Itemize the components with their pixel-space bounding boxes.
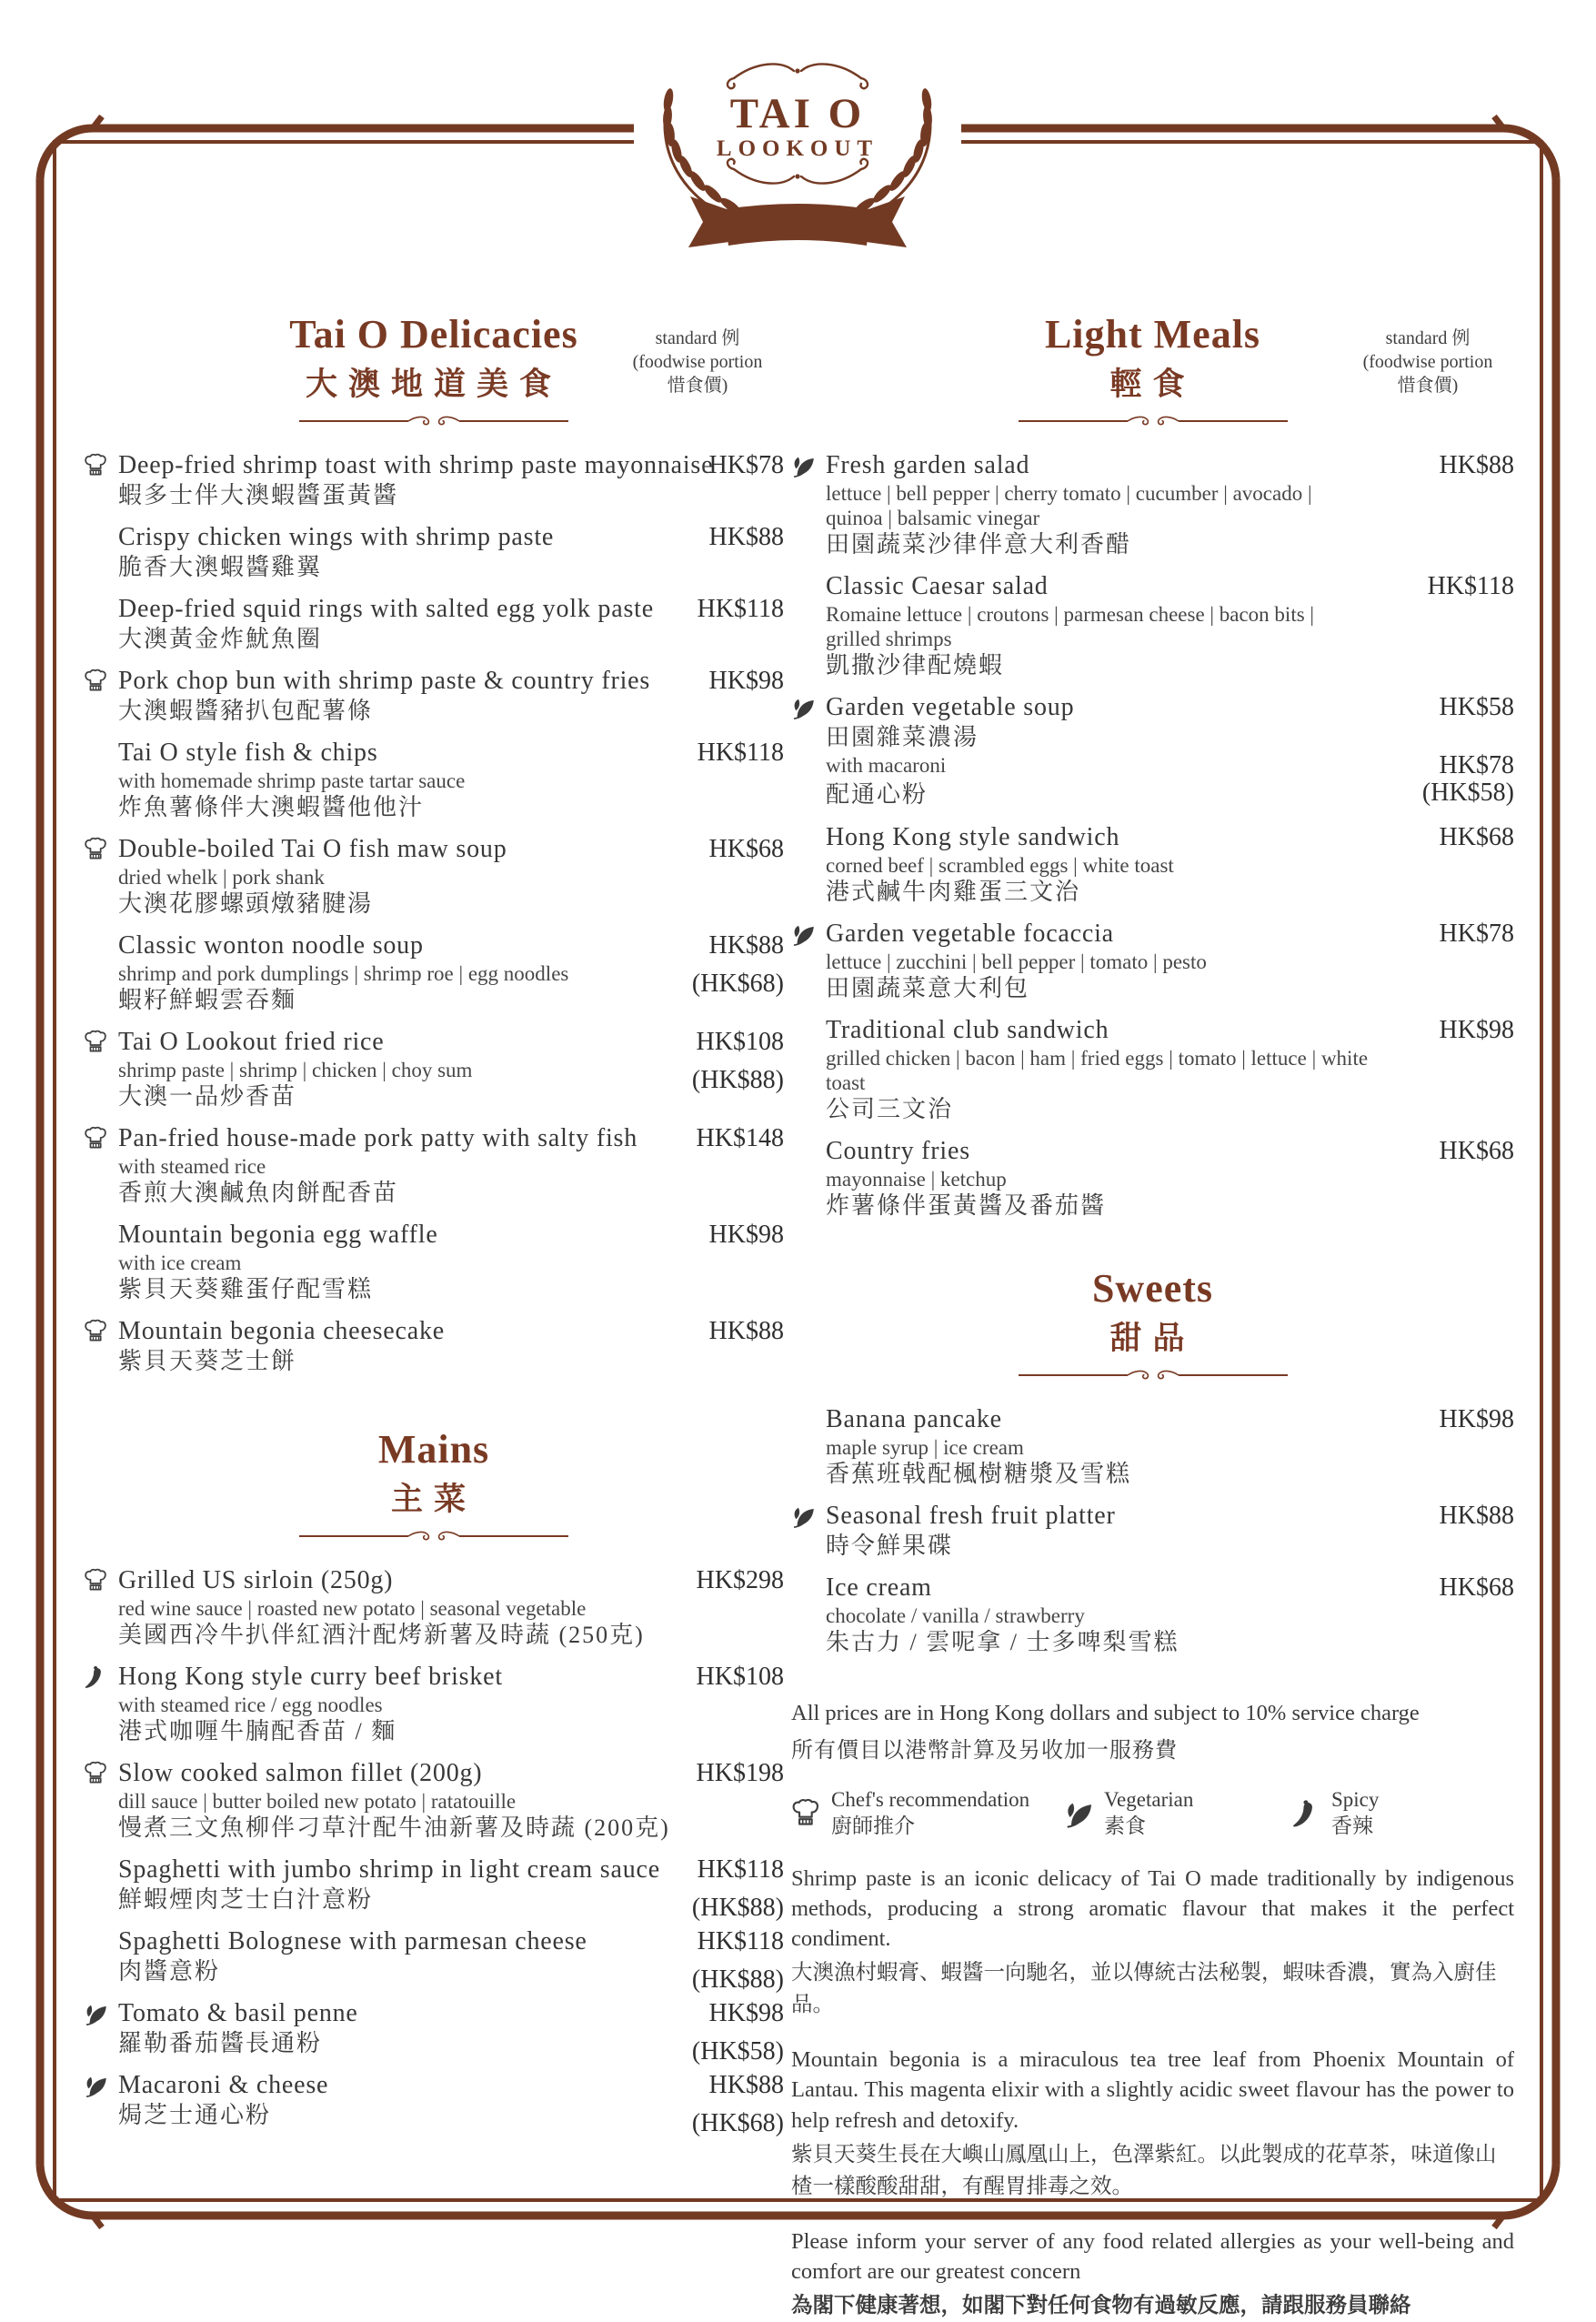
item-variant-row: [826, 752, 1514, 779]
item-name: Mountain begonia cheesecake: [118, 1317, 446, 1346]
footer-notes: [791, 1699, 1514, 2322]
item-price: HK$98: [708, 1221, 784, 1250]
item-name: Pork chop bun with shrimp paste & country fries: [118, 667, 651, 696]
item-price: HK$68: [1439, 1573, 1514, 1603]
legend-spicy-zh: 香辣: [1331, 1814, 1373, 1837]
item-zh: 田園蔬菜沙律伴意大利香醋: [826, 531, 1132, 558]
item-zh: 美國西冷牛扒伴紅酒汁配烤新薯及時蔬 (250克): [118, 1622, 645, 1649]
item-zh: 港式鹹牛肉雞蛋三文治: [826, 879, 1081, 906]
item-zh: 大澳一品炒香苗: [118, 1083, 297, 1111]
item-desc: grilled chicken | bacon | ham | fried eggs | tomato | lettuce | white toast: [826, 1047, 1369, 1095]
vegetarian-icon: [791, 1503, 817, 1529]
vegetarian-icon: [1064, 1798, 1095, 1829]
menu-item: [791, 1501, 1514, 1561]
section-title-en: Mains: [377, 1427, 490, 1473]
item-desc: mayonnaise | ketchup: [826, 1168, 1007, 1191]
item-zh: 大澳黃金炸魷魚圈: [118, 626, 323, 653]
item-zh: 田園蔬菜意大利包: [826, 975, 1030, 1002]
menu-item: [84, 666, 784, 726]
menu-item: [791, 571, 1514, 680]
section-title-zh: 輕食: [1109, 367, 1196, 403]
vegetarian-icon: [791, 695, 817, 720]
item-name: Grilled US sirloin (250g): [118, 1566, 394, 1595]
menu-item: [791, 450, 1514, 559]
service-charge-note-en: All prices are in Hong Kong dollars and subject to 10% service charge: [791, 1701, 1420, 1726]
item-price: HK$68: [1439, 1137, 1514, 1166]
menu-item: [84, 1926, 784, 1995]
item-price: [692, 1998, 784, 2067]
item-price: HK$198: [696, 1759, 784, 1788]
item-zh: 炸薯條伴蛋黃醬及番茄醬: [826, 1192, 1107, 1220]
chef-hat-icon: [84, 1319, 109, 1344]
left-column: [84, 314, 784, 2142]
menu-item: [791, 1573, 1514, 1657]
tai-o-lookout-logo-graphic: [643, 47, 952, 262]
item-zh: 港式咖喱牛腩配香苗 / 麵: [118, 1718, 397, 1745]
item-desc: shrimp paste | shrimp | chicken | choy sum: [118, 1059, 473, 1082]
vegetarian-icon: [791, 453, 817, 478]
item-price: [692, 1926, 784, 1995]
item-zh: 凱撒沙律配燒蝦: [826, 652, 1005, 679]
allergy-note-zh: 為閣下健康著想，如閣下對任何食物有過敏反應，請跟服務員聯絡: [791, 2294, 1411, 2318]
item-name: Deep-fried shrimp toast with shrimp paste mayonnaise: [118, 451, 714, 480]
item-name: Classic wonton noodle soup: [118, 931, 424, 960]
legend-vegetarian: [1064, 1787, 1291, 1840]
item-zh: 蝦籽鮮蝦雲吞麵: [118, 987, 297, 1014]
section-title-en: Light Meals: [1044, 312, 1261, 357]
item-name: Spaghetti with jumbo shrimp in light cream sauce: [118, 1855, 660, 1885]
item-price: [692, 1855, 784, 1924]
legend-spicy: [1291, 1787, 1379, 1840]
item-price: HK$68: [708, 835, 784, 864]
menu-item: [84, 1316, 784, 1376]
item-desc: maple syrup | ice cream: [826, 1436, 1024, 1460]
item-name: Ice cream: [826, 1573, 932, 1603]
section-mains-header: [84, 1429, 784, 1543]
item-price: HK$88: [1439, 451, 1514, 480]
item-name: Country fries: [826, 1137, 970, 1166]
item-price-standard: HK$98: [708, 1999, 784, 2028]
item-name: Macaroni & cheese: [118, 2071, 329, 2100]
legend-veg-zh: 素食: [1104, 1814, 1146, 1837]
shrimp-paste-note-zh: 大澳漁村蝦膏、蝦醬一向馳名，並以傳統古法秘製，蝦味香濃，實為入廚佳品。: [791, 1960, 1497, 2017]
item-name: Seasonal fresh fruit platter: [826, 1502, 1116, 1531]
item-zh: 大澳花膠螺頭燉豬腱湯: [118, 890, 374, 918]
menu-item: [791, 1136, 1514, 1221]
item-name: Tomato & basil penne: [118, 1999, 358, 2028]
item-name: Traditional club sandwich: [826, 1016, 1109, 1045]
right-column: [791, 314, 1514, 2322]
item-price: HK$298: [696, 1566, 784, 1595]
section-light-meals-header: [791, 314, 1514, 428]
chef-hat-icon: [84, 453, 109, 478]
vegetarian-icon: [791, 921, 817, 947]
menu-item: [84, 1855, 784, 1923]
spicy-icon: [1291, 1798, 1322, 1829]
item-zh: 香蕉班戟配楓樹糖漿及雪糕: [826, 1461, 1132, 1488]
item-zh: 香煎大澳鹹魚肉餅配香苗: [118, 1180, 399, 1207]
item-zh: 羅勒番茄醬長通粉: [118, 2030, 323, 2057]
menu-item: [791, 1015, 1514, 1124]
item-name: Deep-fried squid rings with salted egg yolk paste: [118, 595, 654, 624]
section-divider: [1017, 414, 1290, 428]
item-name: Hong Kong style sandwich: [826, 823, 1120, 852]
item-price: HK$68: [1439, 823, 1514, 852]
item-price-standard: HK$108: [696, 1028, 784, 1057]
item-name: Mountain begonia egg waffle: [118, 1221, 438, 1250]
chef-hat-icon: [84, 668, 109, 694]
item-zh: 朱古力 / 雲呢拿 / 士多啤梨雪糕: [826, 1629, 1179, 1656]
section-title-en: Sweets: [1091, 1266, 1214, 1312]
item-name: Tai O Lookout fried rice: [118, 1028, 385, 1057]
portion-note-line1: standard 例: [655, 328, 740, 348]
menu-item: [84, 1565, 784, 1650]
menu-item: [84, 450, 784, 510]
menu-item: [791, 692, 1514, 810]
section-sweets-header: [791, 1268, 1514, 1382]
item-price: HK$88: [708, 1317, 784, 1346]
item-price: HK$58: [1439, 693, 1514, 722]
item-variant-price-foodwise: (HK$58): [1421, 779, 1514, 808]
menu-item: [84, 834, 784, 919]
section-delicacies-header: [84, 314, 784, 428]
item-name: Garden vegetable focaccia: [826, 920, 1114, 949]
menu-item: [84, 1027, 784, 1111]
item-price: HK$98: [1439, 1016, 1514, 1045]
item-zh: 田園雜菜濃湯: [826, 724, 979, 751]
legend-chef: [791, 1787, 1064, 1840]
item-desc: lettuce | bell pepper | cherry tomato | cucumber | avocado | quinoa | balsamic vinegar: [826, 482, 1312, 530]
menu-item: [84, 522, 784, 582]
item-desc: dill sauce | butter boiled new potato | ratatouille: [118, 1790, 517, 1814]
item-price: HK$98: [708, 667, 784, 696]
item-zh: 大澳蝦醬豬扒包配薯條: [118, 698, 374, 725]
item-price-foodwise: (HK$68): [691, 970, 784, 999]
chef-hat-icon: [84, 1126, 109, 1151]
item-price: HK$98: [1439, 1405, 1514, 1434]
item-price: [692, 930, 784, 1000]
section-title-zh: 大澳地道美食: [305, 367, 562, 403]
item-name: Garden vegetable soup: [826, 693, 1075, 722]
item-variant-row: [826, 779, 1514, 810]
item-variant-en: with macaroni: [826, 754, 947, 778]
item-zh: 公司三文治: [826, 1096, 954, 1123]
portion-note: [1341, 327, 1514, 397]
item-price-foodwise: (HK$88): [691, 1066, 784, 1095]
item-desc: with homemade shrimp paste tartar sauce: [118, 769, 466, 793]
chef-hat-icon: [84, 1568, 109, 1593]
menu-item: [84, 2070, 784, 2138]
item-price: [692, 1027, 784, 1096]
item-variant-price: HK$78: [1439, 751, 1514, 780]
item-desc: with ice cream: [118, 1251, 242, 1275]
item-name: Fresh garden salad: [826, 451, 1030, 480]
section-divider: [297, 414, 570, 428]
item-price: HK$78: [1439, 920, 1514, 949]
menu-item: [84, 1123, 784, 1208]
item-name: Classic Caesar salad: [826, 572, 1049, 601]
item-price: HK$78: [708, 451, 784, 480]
allergy-note-en: Please inform your server of any food related allergies as your well-being and comfort are our greatest concern: [791, 2229, 1514, 2285]
portion-note-line3: 惜食價): [1397, 376, 1459, 396]
portion-note-line2: (foodwise portion: [1362, 352, 1493, 372]
section-title-zh: 甜品: [1109, 1321, 1196, 1357]
menu-item: [84, 738, 784, 822]
section-title-en: Tai O Delicacies: [289, 312, 578, 357]
item-zh: 脆香大澳蝦醬雞翼: [118, 554, 323, 581]
vegetarian-icon: [84, 2073, 109, 2098]
item-zh: 鮮蝦煙肉芝士白汁意粉: [118, 1886, 374, 1914]
item-price: HK$108: [696, 1663, 784, 1692]
item-price-standard: HK$118: [697, 1927, 784, 1956]
mountain-begonia-note-en: Mountain begonia is a miraculous tea tree leaf from Phoenix Mountain of Lantau. This magenta elixir with a slightly acidic sweet flavour has the power to help refresh and detoxify.: [791, 2047, 1514, 2133]
chef-hat-icon: [791, 1798, 822, 1829]
portion-note-line1: standard 例: [1385, 328, 1471, 348]
item-name: Pan-fried house-made pork patty with salty fish: [118, 1124, 638, 1153]
item-zh: 焗芝士通心粉: [118, 2102, 272, 2129]
item-price: HK$118: [697, 595, 784, 624]
item-price: HK$118: [697, 739, 784, 768]
legend-veg-en: Vegetarian: [1104, 1788, 1194, 1812]
shrimp-paste-note-en: Shrimp paste is an iconic delicacy of Tai O made traditionally by indigenous methods, producing a strong aromatic flavour that makes it the perfect condiment.: [791, 1865, 1514, 1951]
item-zh: 紫貝天葵芝士餅: [118, 1348, 297, 1375]
item-price: HK$148: [696, 1124, 784, 1153]
item-price: HK$88: [1439, 1502, 1514, 1531]
section-divider: [1017, 1368, 1290, 1382]
mountain-begonia-note-zh: 紫貝天葵生長在大嶼山鳳凰山上，色澤紫紅。以此製成的花草茶，味道像山楂一樣酸酸甜甜，有醒胃排毒之效。: [791, 2142, 1497, 2198]
item-price-foodwise: (HK$88): [691, 1965, 784, 1995]
item-price: [692, 2070, 784, 2139]
item-desc: shrimp and pork dumplings | shrimp roe | egg noodles: [118, 962, 569, 986]
restaurant-logo: [634, 44, 961, 266]
item-desc: with steamed rice / egg noodles: [118, 1694, 383, 1717]
menu-item: [84, 1662, 784, 1746]
item-name: Hong Kong style curry beef brisket: [118, 1663, 503, 1692]
chef-hat-icon: [84, 837, 109, 862]
item-price-foodwise: (HK$68): [691, 2109, 784, 2138]
item-price-standard: HK$118: [697, 1855, 784, 1885]
menu-item: [84, 1758, 784, 1843]
chef-hat-icon: [84, 1761, 109, 1786]
menu-item: [791, 919, 1514, 1003]
item-price-standard: HK$88: [708, 931, 784, 960]
item-price: HK$118: [1427, 572, 1514, 601]
item-name: Slow cooked salmon fillet (200g): [118, 1759, 483, 1788]
item-name: Banana pancake: [826, 1405, 1002, 1434]
item-desc: corned beef | scrambled eggs | white toast: [826, 854, 1174, 878]
section-title-zh: 主菜: [390, 1482, 477, 1518]
portion-note-line3: 惜食價): [667, 376, 728, 396]
logo-ribbon: [688, 196, 907, 247]
chef-hat-icon: [84, 1030, 109, 1055]
item-name: Double-boiled Tai O fish maw soup: [118, 835, 507, 864]
menu-item: [791, 822, 1514, 907]
section-divider: [297, 1529, 570, 1543]
menu-item: [84, 594, 784, 654]
item-price-standard: HK$88: [708, 2071, 784, 2100]
item-desc: lettuce | zucchini | bell pepper | tomato | pesto: [826, 950, 1207, 974]
item-name: Tai O style fish & chips: [118, 739, 378, 768]
service-charge-note-zh: 所有價目以港幣計算及另收加一服務費: [791, 1739, 1178, 1764]
portion-note-line2: (foodwise portion: [632, 352, 763, 372]
item-zh: 慢煮三文魚柳伴刁草汁配牛油新薯及時蔬 (200克): [118, 1814, 670, 1842]
item-price: HK$88: [708, 523, 784, 552]
item-name: Spaghetti Bolognese with parmesan cheese: [118, 1927, 587, 1956]
menu-item: [84, 1998, 784, 2066]
item-zh: 蝦多士伴大澳蝦醬蛋黃醬: [118, 482, 399, 509]
item-variant-zh: 配通心粉: [826, 781, 928, 809]
item-zh: 時令鮮果碟: [826, 1533, 954, 1560]
item-zh: 炸魚薯條伴大澳蝦醬他他汁: [118, 794, 425, 821]
portion-note: [611, 327, 784, 397]
vegetarian-icon: [84, 2001, 109, 2026]
item-price-foodwise: (HK$58): [691, 2037, 784, 2066]
legend-spicy-en: Spicy: [1331, 1788, 1380, 1812]
legend-chef-en: Chef's recommendation: [831, 1788, 1030, 1812]
legend-chef-zh: 廚師推介: [831, 1814, 915, 1837]
item-desc: with steamed rice: [118, 1155, 266, 1179]
item-zh: 紫貝天葵雞蛋仔配雪糕: [118, 1276, 374, 1303]
menu-item: [791, 1404, 1514, 1489]
item-desc: dried whelk | pork shank: [118, 866, 325, 890]
logo-subtitle: LOOKOUT: [716, 136, 879, 161]
logo-title: TAI O: [729, 90, 866, 137]
item-price-foodwise: (HK$88): [691, 1894, 784, 1923]
menu-item: [84, 1220, 784, 1304]
menu-item: [84, 930, 784, 1015]
item-desc: red wine sauce | roasted new potato | seasonal vegetable: [118, 1597, 587, 1621]
spicy-icon: [84, 1664, 109, 1690]
item-name: Crispy chicken wings with shrimp paste: [118, 523, 555, 552]
item-zh: 肉醬意粉: [118, 1958, 221, 1985]
item-desc: chocolate / vanilla / strawberry: [826, 1604, 1085, 1628]
item-desc: Romaine lettuce | croutons | parmesan cheese | bacon bits | grilled shrimps: [826, 603, 1315, 651]
icon-legend: [791, 1787, 1514, 1840]
